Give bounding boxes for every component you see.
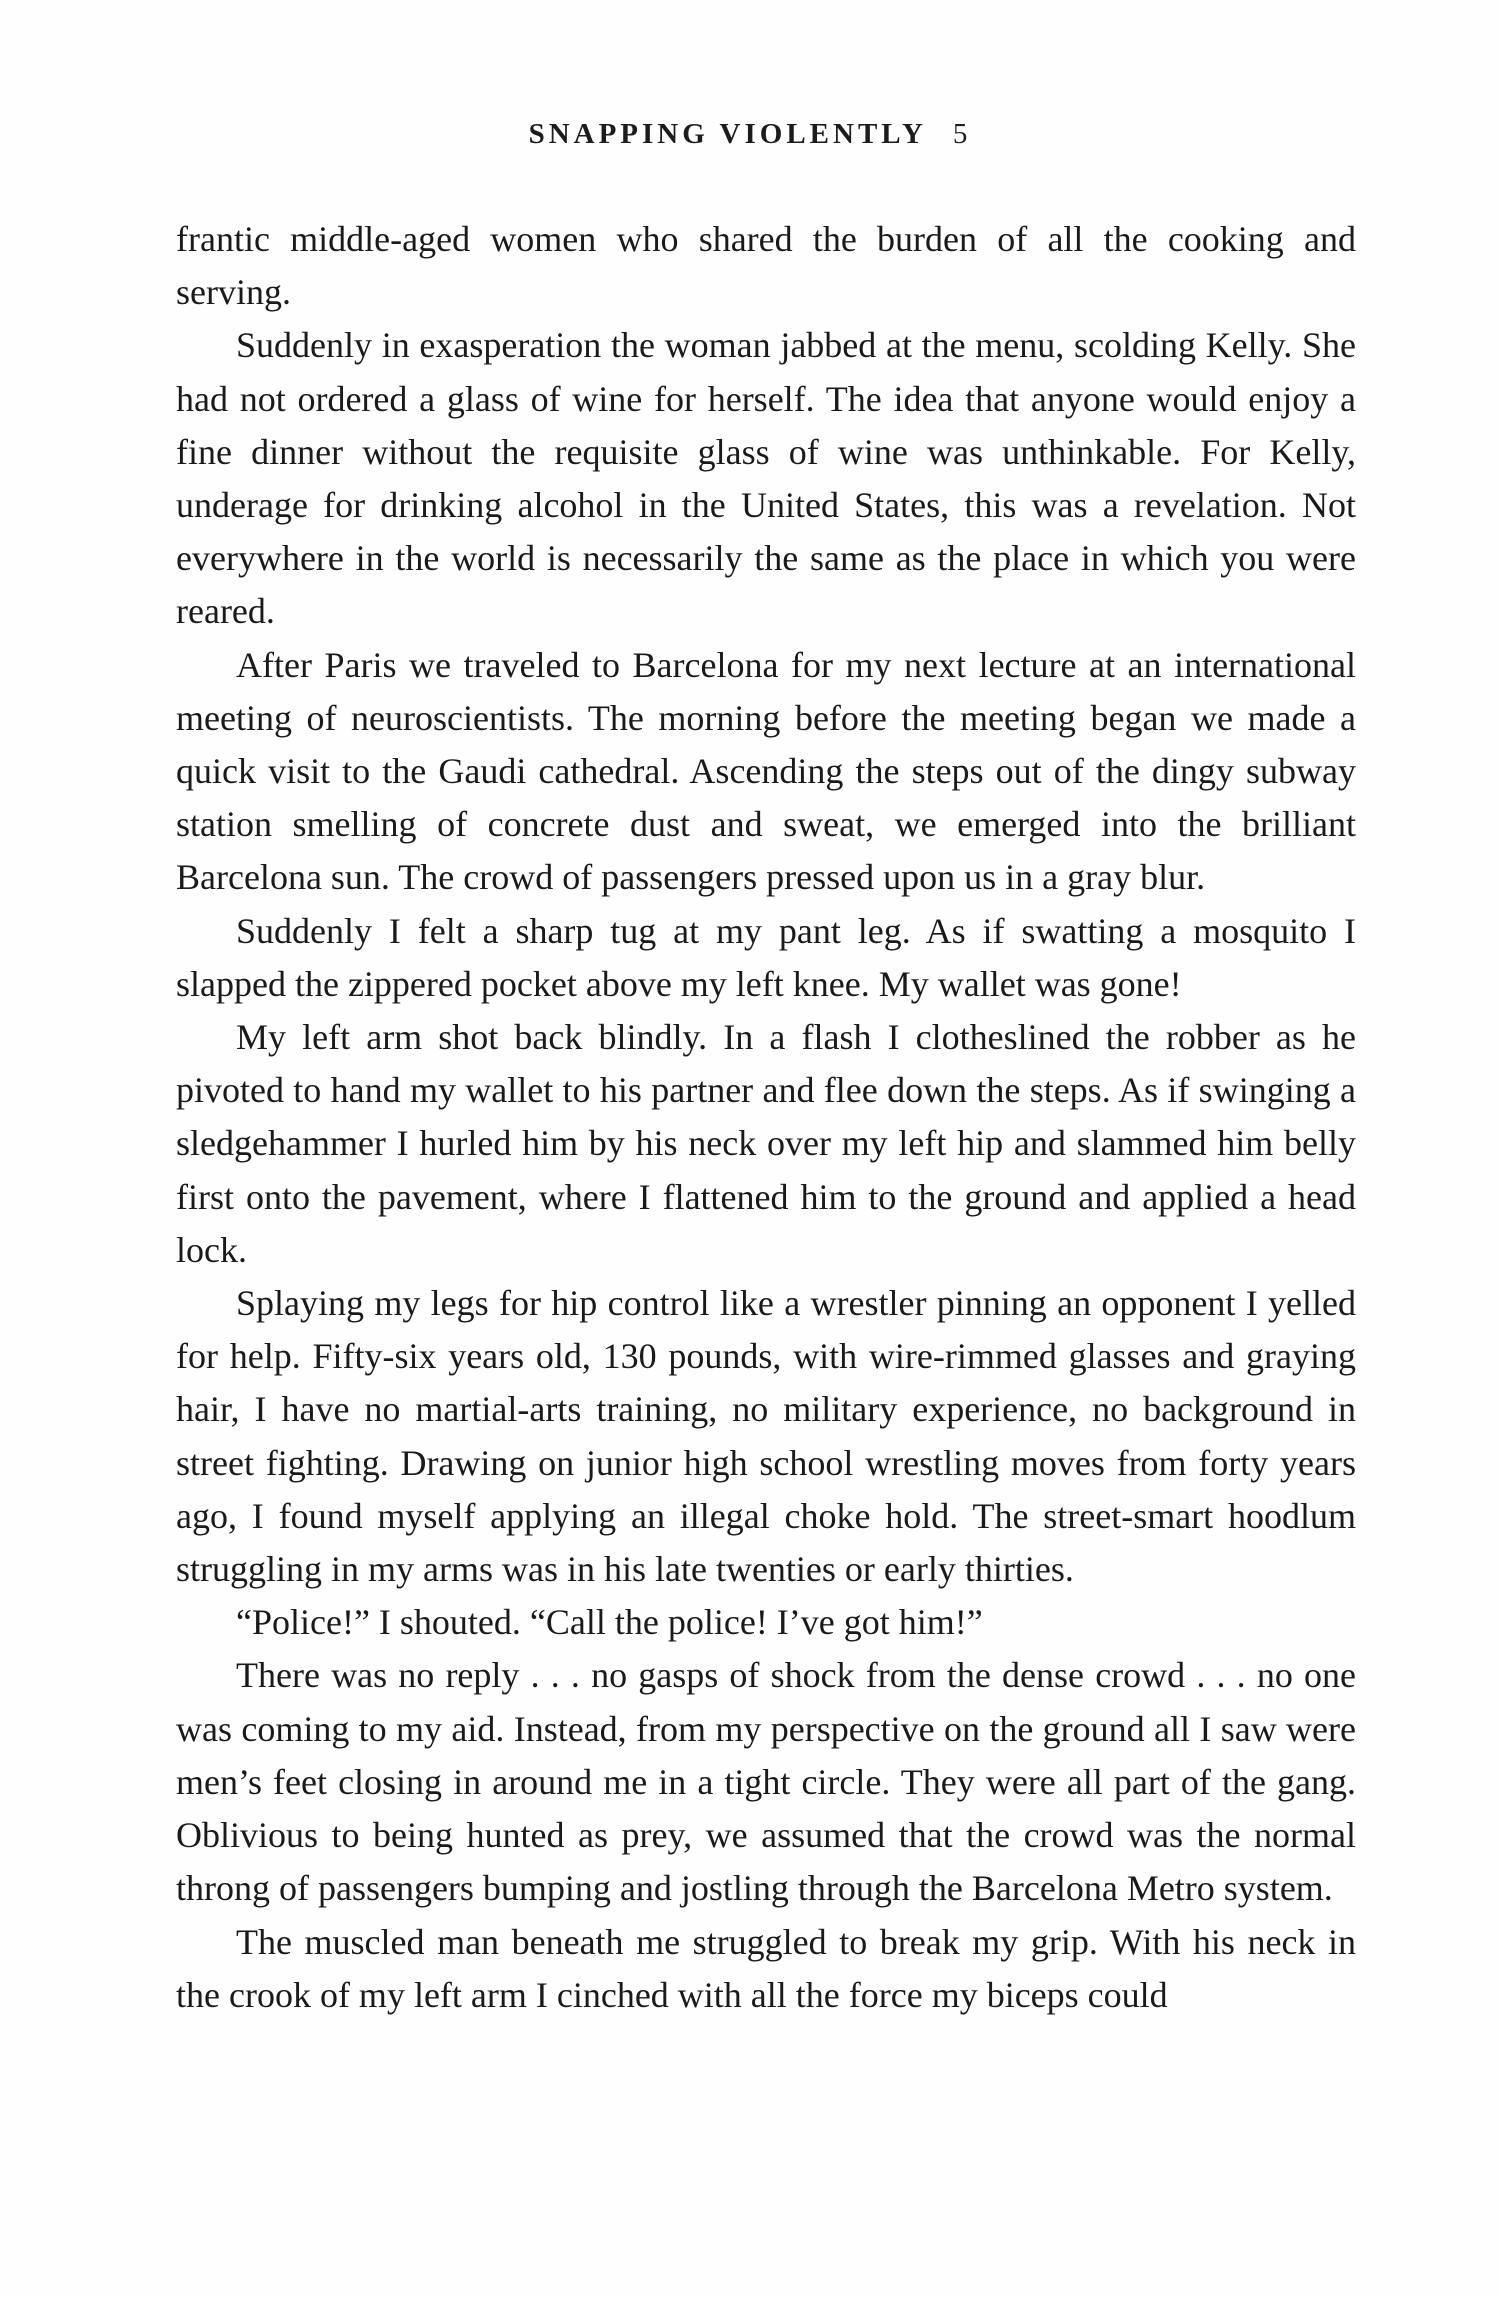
paragraph-5: My left arm shot back blindly. In a flash I clotheslined the robber as he pivoted to hand my wallet to his partner and flee down the steps. As if swinging a sledgehammer I hurled him by his neck over my left hip and slammed him belly first onto the pavement, where I flattened him to the ground and applied a head lock.	[176, 1017, 1356, 1270]
paragraph-3: After Paris we traveled to Barcelona for my next lecture at an international meeting of neuroscientists. The morning before the meeting began we made a quick visit to the Gaudi cathedral. Ascending the steps out of the dingy subway station smelling of concrete dust and sweat, we emerged into the brilliant Barcelona sun. The crowd of passengers pressed upon us in a gray blur.	[176, 644, 1356, 898]
paragraph-9: The muscled man beneath me struggled to break my grip. With his neck in the crook of my left arm I cinched with all the force my biceps could	[176, 1921, 1356, 2015]
paragraph-8: There was no reply . . . no gasps of shock from the dense crowd . . . no one was coming to my aid. Instead, from my perspective on the ground all I saw were men’s feet closing in around me in a tight circle. They were all part of the gang. Oblivious to being hunted as prey, we assumed that the crowd was the normal throng of passengers bumping and jostling through the Barcelona Metro system.	[176, 1655, 1356, 1909]
page-number: 5	[952, 118, 972, 150]
paragraph-6: Splaying my legs for hip control like a wrestler pinning an opponent I yelled for help. Fifty-six years old, 130 pounds, with wire-rimmed glasses and graying hair, I have no martial-arts training, no military experience, no background in street fighting. Drawing on junior high school wrestling moves from forty years ago, I found myself applying an illegal choke hold. The street-smart hoodlum struggling in my arms was in his late twenties or early thirties.	[176, 1283, 1356, 1590]
running-head	[0, 118, 1500, 151]
paragraph-4: Suddenly I felt a sharp tug at my pant leg. As if swatting a mosquito I slapped the zippered pocket above my left knee. My wallet was gone!	[176, 910, 1356, 1004]
paragraph-7: “Police!” I shouted. “Call the police! I’ve got him!”	[236, 1602, 983, 1643]
paragraph-2: Suddenly in exasperation the woman jabbed at the menu, scolding Kelly. She had not ordered a glass of wine for herself. The idea that anyone would enjoy a fine dinner without the requisite glass of wine was unthinkable. For Kelly, underage for drinking alcohol in the United States, this was a revelation. Not everywhere in the world is necessarily the same as the place in which you were reared.	[176, 325, 1356, 632]
body-text	[176, 213, 1356, 2022]
chapter-title: SNAPPING VIOLENTLY	[528, 118, 927, 150]
paragraph-1: frantic middle-aged women who shared the burden of all the cooking and serving.	[176, 219, 1356, 313]
